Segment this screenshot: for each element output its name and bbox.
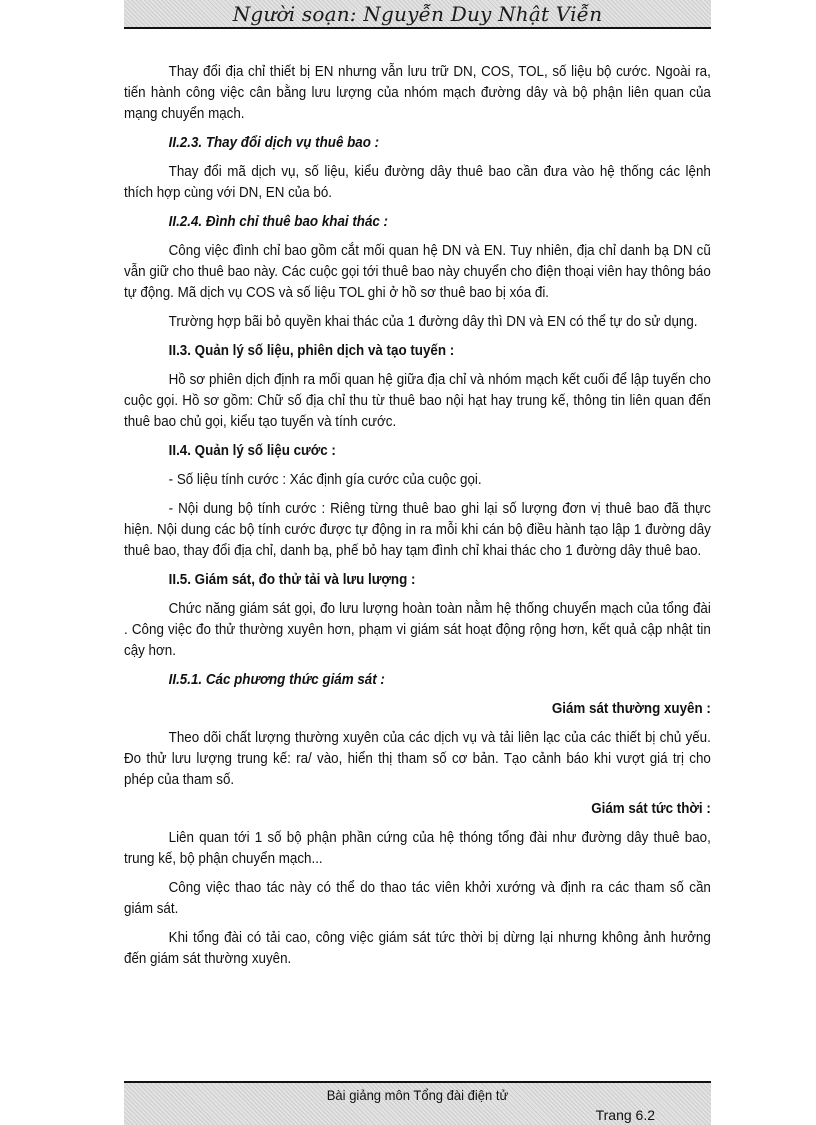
- paragraph: Hồ sơ phiên dịch định ra mối quan hệ giữa địa chỉ và nhóm mạch kết cuối để lập tuyến cho cuộc gọi. Hồ sơ gồm: Chữ số địa chỉ thu từ thuê bao nội hạt hay trung kế, thông tin liên quan đến thuê bao chủ gọi, kiểu tạo tuyến và tính cước.: [124, 372, 711, 430]
- section-heading-2-5: II.5. Giám sát, đo thử tải và lưu lượng :: [168, 572, 416, 588]
- paragraph: Theo dõi chất lượng thường xuyên của các dịch vụ và tải liên lạc của các thiết bị chủ yếu. Đo thử lưu lượng trung kế: ra/ vào, hiển thị tham số cơ bản. Tạo cảnh báo khi vượt giá trị cho phép của tham số.: [124, 730, 711, 788]
- page-footer: [124, 1081, 711, 1125]
- subheading-instant-monitoring: Giám sát tức thời :: [591, 801, 711, 817]
- paragraph: Thay đổi mã dịch vụ, số liệu, kiểu đường dây thuê bao cần đưa vào hệ thống các lệnh thích hợp cùng với DN, EN của bó.: [124, 164, 711, 201]
- page-header: [124, 0, 711, 29]
- bullet-paragraph: - Số liệu tính cước : Xác định gía cước của cuộc gọi.: [168, 472, 482, 488]
- course-title: Bài giảng môn Tổng đài điện tử: [326, 1087, 509, 1103]
- page-number: Trang 6.2: [595, 1107, 655, 1123]
- paragraph: Liên quan tới 1 số bộ phận phần cứng của hệ thóng tổng đài như đường dây thuê bao, trung kế, bộ phận chuyển mạch...: [124, 830, 711, 867]
- paragraph: Khi tổng đài có tải cao, công việc giám sát tức thời bị dừng lại nhưng không ảnh hưởng đến giám sát thường xuyên.: [124, 930, 711, 967]
- paragraph: Chức năng giám sát gọi, đo lưu lượng hoàn toàn nằm hệ thống chuyển mạch của tổng đài . Công việc đo thử thường xuyên hơn, phạm vi giám sát hoạt động rộng hơn, kết quả cập nhật tin cậy hơn.: [124, 601, 711, 659]
- paragraph: Trường hợp bãi bỏ quyền khai thác của 1 đường dây thì DN và EN có thể tự do sử dụng.: [168, 314, 698, 330]
- subheading-regular-monitoring: Giám sát thường xuyên :: [551, 701, 711, 717]
- section-heading-2-5-1: II.5.1. Các phương thức giám sát :: [168, 672, 385, 688]
- section-heading-2-4: II.4. Quản lý số liệu cước :: [168, 443, 336, 459]
- section-heading-2-3: II.3. Quản lý số liệu, phiên dịch và tạo tuyến :: [168, 343, 455, 359]
- bullet-paragraph: - Nội dung bộ tính cước : Riêng từng thuê bao ghi lại số lượng đơn vị thuê bao đã thực hiện. Nội dung các bộ tính cước được tự động in ra mỗi khi cán bộ điều hành tạo lập 1 đường dây thuê bao, thay đổi địa chỉ, danh bạ, phế bỏ hay tạm đình chỉ khai thác cho 1 đường dây thuê bao.: [124, 501, 711, 559]
- document-body: [124, 62, 711, 978]
- paragraph: Công việc đình chỉ bao gồm cắt mối quan hệ DN và EN. Tuy nhiên, địa chỉ danh bạ DN cũ vẫn giữ cho thuê bao này. Các cuộc gọi tới thuê bao này chuyển cho điện thoại viên hay thông báo tự động. Mã dịch vụ COS và số liệu TOL ghi ở hồ sơ thuê bao bị xóa đi.: [124, 243, 711, 301]
- paragraph: Công việc thao tác này có thể do thao tác viên khởi xướng và định ra các tham số cần giám sát.: [124, 880, 711, 917]
- section-heading-2-2-3: II.2.3. Thay đổi dịch vụ thuê bao :: [168, 135, 380, 151]
- section-heading-2-2-4: II.2.4. Đình chỉ thuê bao khai thác :: [168, 214, 389, 230]
- paragraph: Thay đổi địa chỉ thiết bị EN nhưng vẫn lưu trữ DN, COS, TOL, số liệu bộ cước. Ngoài ra, tiến hành công việc cân bằng lưu lượng của nhóm mạch đường dây và bộ phận liên quan của mạng chuyển mạch.: [124, 64, 711, 122]
- author-line: Người soạn: Nguyễn Duy Nhật Viễn: [232, 1, 603, 26]
